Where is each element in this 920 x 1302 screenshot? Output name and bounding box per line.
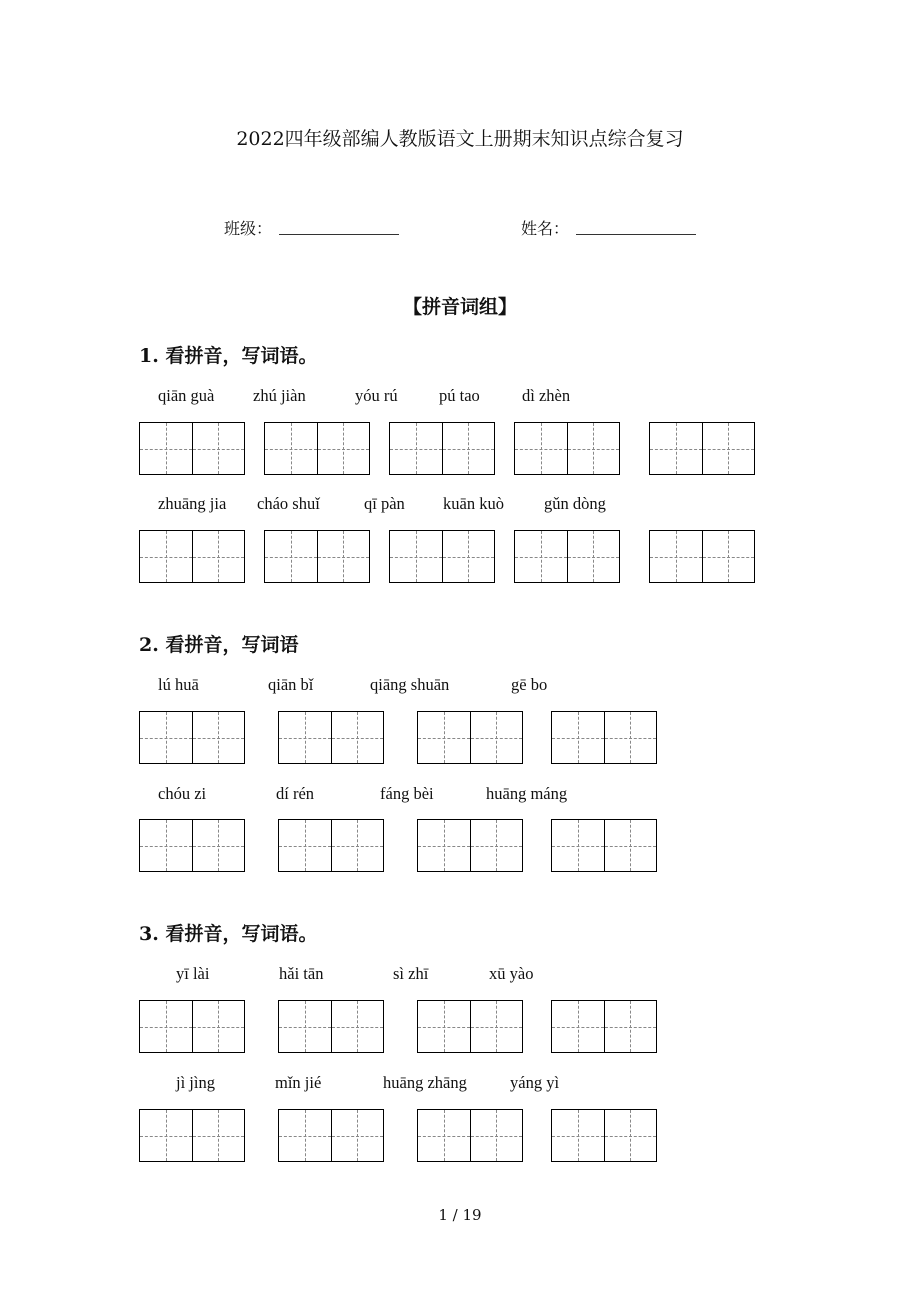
pinyin-label: qī pàn (364, 494, 405, 513)
pinyin-label: qiān bǐ (268, 675, 314, 694)
pinyin-label: huāng zhāng (383, 1073, 467, 1092)
pinyin-label: zhú jiàn (253, 386, 306, 405)
section-title: 【拼音词组】 (402, 296, 517, 318)
question-2-title: 2. 看拼音，写词语 (139, 634, 299, 656)
writing-grid[interactable] (139, 711, 245, 764)
writing-grid[interactable] (551, 1000, 657, 1053)
pinyin-label: mǐn jié (275, 1073, 322, 1092)
pinyin-label: yóu rú (355, 386, 398, 405)
writing-grid[interactable] (649, 530, 755, 583)
pinyin-label: pú tao (439, 386, 480, 405)
pinyin-label: qiān guà (158, 386, 215, 405)
name-label: 姓名： (521, 219, 570, 238)
writing-grid[interactable] (649, 422, 755, 475)
writing-grid[interactable] (264, 422, 370, 475)
writing-grid[interactable] (551, 1109, 657, 1162)
writing-grid[interactable] (278, 1000, 384, 1053)
pinyin-label: jì jìng (176, 1073, 215, 1092)
writing-grid[interactable] (278, 1109, 384, 1162)
pinyin-label: huāng máng (486, 784, 568, 803)
question-3-title: 3. 看拼音，写词语。 (139, 923, 318, 945)
pinyin-label: zhuāng jia (158, 494, 227, 513)
writing-grid[interactable] (514, 530, 620, 583)
question-1-title: 1. 看拼音，写词语。 (139, 345, 318, 367)
pinyin-label: qiāng shuān (370, 675, 450, 694)
pinyin-label: gē bo (511, 675, 548, 694)
pinyin-label: yáng yì (510, 1073, 560, 1092)
pinyin-label: lú huā (158, 675, 199, 694)
writing-grid[interactable] (551, 819, 657, 872)
writing-grid[interactable] (139, 530, 245, 583)
writing-grid[interactable] (139, 422, 245, 475)
writing-grid[interactable] (417, 1109, 523, 1162)
writing-grid[interactable] (278, 819, 384, 872)
writing-grid[interactable] (514, 422, 620, 475)
writing-grid[interactable] (417, 819, 523, 872)
writing-grid[interactable] (139, 1000, 245, 1053)
writing-grid[interactable] (139, 1109, 245, 1162)
pinyin-label: sì zhī (393, 964, 429, 983)
pinyin-label: gǔn dòng (544, 494, 606, 513)
pinyin-label: dì zhèn (522, 386, 571, 405)
pinyin-label: chóu zi (158, 784, 207, 803)
document-title: 2022四年级部编人教版语文上册期末知识点综合复习 (236, 128, 684, 150)
page-number: 1 / 19 (438, 1206, 482, 1224)
name-blank[interactable] (576, 216, 696, 235)
pinyin-label: yī lài (176, 964, 210, 983)
writing-grid[interactable] (417, 1000, 523, 1053)
pinyin-label: fáng bèi (380, 784, 434, 803)
class-blank[interactable] (279, 216, 399, 235)
writing-grid[interactable] (389, 422, 495, 475)
writing-grid[interactable] (278, 711, 384, 764)
pinyin-label: kuān kuò (443, 494, 504, 513)
pinyin-label: dí rén (276, 784, 315, 803)
writing-grid[interactable] (551, 711, 657, 764)
writing-grid[interactable] (264, 530, 370, 583)
class-label: 班级： (224, 219, 273, 238)
pinyin-label: xū yào (489, 964, 534, 983)
pinyin-label: cháo shuǐ (257, 494, 320, 513)
writing-grid[interactable] (389, 530, 495, 583)
pinyin-label: hǎi tān (279, 964, 324, 983)
writing-grid[interactable] (139, 819, 245, 872)
writing-grid[interactable] (417, 711, 523, 764)
